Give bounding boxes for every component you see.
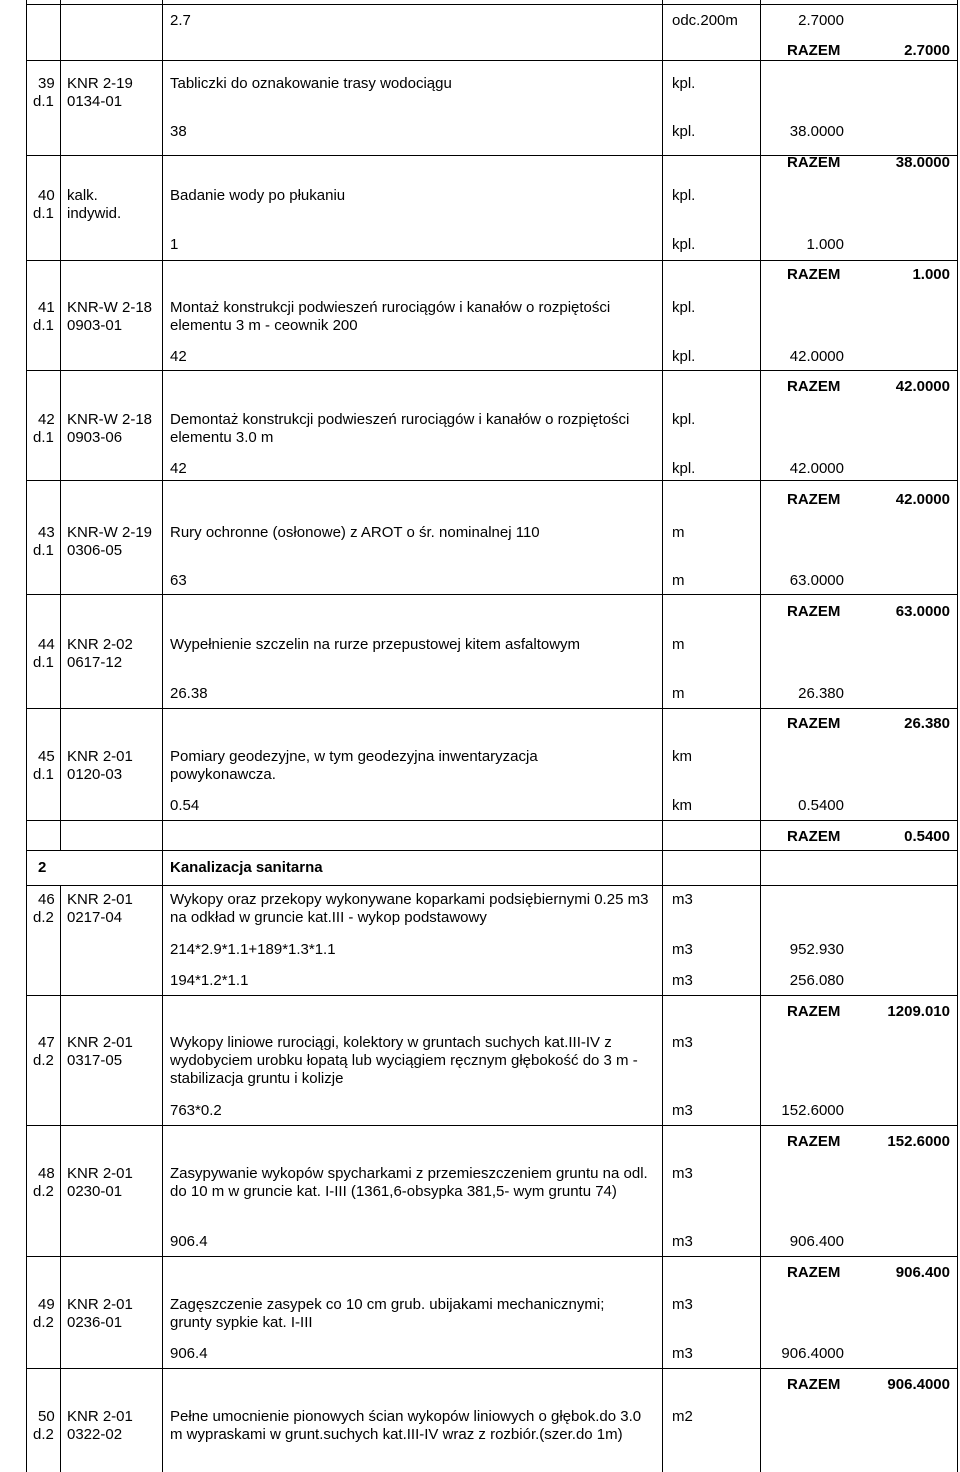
calc-unit: m3 [672,1102,693,1119]
entry-unit: m [672,524,685,541]
entry-description: Pomiary geodezyjne, w tym geodezyjna inwentaryzacja powykonawcza. [170,748,538,783]
frame-left [26,0,27,1472]
entry-code-sub: indywid. [67,205,122,222]
total-value: 0.5400 [904,828,950,845]
calc-expr: 26.38 [170,685,208,702]
entry-code: KNR-W 2-18 [67,299,153,316]
calc-unit: kpl. [672,348,696,365]
calc-expr: 906.4 [170,1233,208,1250]
entry-code: KNR 2-01 [67,748,133,765]
entry-section: d.2 [33,1052,54,1069]
calc-expr: 63 [170,572,187,589]
calc-unit: m [672,685,685,702]
calc-expr: 2.7 [170,12,191,29]
calc-unit: kpl. [672,460,696,477]
calc-unit: m3 [672,972,693,989]
entry-code-sub: 0903-06 [67,429,123,446]
total-label: RAZEM [787,154,841,171]
calc-value: 42.0000 [789,348,844,365]
entry-code-sub: 0217-04 [67,909,123,926]
entry-no: 50 [38,1408,55,1425]
entry-code-sub: 0236-01 [67,1314,123,1331]
entry-code: KNR 2-01 [67,1296,133,1313]
entry-no: 40 [38,187,55,204]
entry-unit: m [672,636,685,653]
entry-code: KNR-W 2-18 [67,411,153,428]
rule [26,260,958,261]
entry-unit: m3 [672,891,693,908]
col-sep-4 [760,0,761,1472]
col-sep-1 [60,0,61,850]
total-value: 1.000 [912,266,950,283]
total-label: RAZEM [787,42,841,59]
entry-no: 46 [38,891,55,908]
entry-no: 44 [38,636,55,653]
entry-section: d.1 [33,317,54,334]
frame-right [957,0,958,1472]
entry-section: d.2 [33,909,54,926]
calc-expr: 194*1.2*1.1 [170,972,249,989]
entry-description: Badanie wody po płukaniu [170,187,346,204]
entry-unit: m2 [672,1408,693,1425]
entry-section: d.2 [33,1314,54,1331]
entry-no: 48 [38,1165,55,1182]
entry-unit: kpl. [672,411,696,428]
entry-code-sub: 0617-12 [67,654,123,671]
entry-no: 43 [38,524,55,541]
entry-description: Tabliczki do oznakowanie trasy wodociągu [170,75,452,92]
total-label: RAZEM [787,266,841,283]
entry-description: Zasypywanie wykopów spycharkami z przemieszczeniem gruntu na odl. do 10 m w gruncie kat. I-III (1361,6-obsypka 381,5- wym gruntu 74) [170,1165,648,1200]
entry-section: d.1 [33,205,54,222]
col-sep-1b [60,885,61,1472]
rule [26,1125,958,1126]
entry-unit: m3 [672,1034,693,1051]
rule [26,1368,958,1369]
entry-no: 47 [38,1034,55,1051]
rule [26,1256,958,1257]
rule [26,480,958,481]
entry-code-sub: 0134-01 [67,93,123,110]
rule [26,708,958,709]
total-label: RAZEM [787,491,841,508]
entry-code: KNR 2-01 [67,1034,133,1051]
total-label: RAZEM [787,378,841,395]
total-value: 1209.010 [887,1003,950,1020]
section-number: 2 [38,859,47,876]
entry-unit: m3 [672,1165,693,1182]
total-label: RAZEM [787,1376,841,1393]
calc-value: 38.0000 [789,123,844,140]
calc-value: 63.0000 [789,572,844,589]
entry-unit: kpl. [672,75,696,92]
entry-no: 45 [38,748,55,765]
entry-code: KNR-W 2-19 [67,524,153,541]
entry-section: d.1 [33,654,54,671]
calc-unit: m [672,572,685,589]
total-value: 2.7000 [904,42,950,59]
entry-code: KNR 2-02 [67,636,133,653]
entry-description: Rury ochronne (osłonowe) z AROT o śr. nominalnej 110 [170,524,540,541]
total-label: RAZEM [787,715,841,732]
calc-value: 152.6000 [781,1102,844,1119]
calc-value: 2.7000 [798,12,844,29]
calc-expr: 42 [170,348,187,365]
entry-code: KNR 2-01 [67,1165,133,1182]
entry-code-sub: 0322-02 [67,1426,123,1443]
total-value: 906.400 [895,1264,950,1281]
rule [26,850,958,851]
calc-value: 0.5400 [798,797,844,814]
entry-unit: km [672,748,692,765]
entry-section: d.1 [33,429,54,446]
rule [26,60,958,61]
entry-description: Demontaż konstrukcji podwieszeń rurociągów i kanałów o rozpiętości elementu 3.0 m [170,411,630,446]
calc-expr: 214*2.9*1.1+189*1.3*1.1 [170,941,336,958]
total-value: 63.0000 [895,603,950,620]
calc-unit: odc.200m [672,12,738,29]
total-label: RAZEM [787,1133,841,1150]
total-label: RAZEM [787,603,841,620]
entry-unit: kpl. [672,187,696,204]
entry-section: d.1 [33,93,54,110]
entry-no: 39 [38,75,55,92]
entry-no: 41 [38,299,55,316]
total-value: 906.4000 [887,1376,950,1393]
frame-top [26,4,958,5]
entry-unit: kpl. [672,299,696,316]
total-value: 152.6000 [887,1133,950,1150]
entry-code: KNR 2-01 [67,891,133,908]
entry-description: Wykopy liniowe rurociągi, kolektory w gruntach suchych kat.III-IV z wydobyciem urobku łopatą lub wyciągiem ręcznym głębokość do 3 m - stabilizacja gruntu i kolizje [170,1034,638,1087]
calc-unit: kpl. [672,123,696,140]
rule [26,370,958,371]
entry-code: KNR 2-01 [67,1408,133,1425]
calc-value: 906.4000 [781,1345,844,1362]
rule [26,885,958,886]
col-sep-2 [162,0,163,1472]
total-value: 42.0000 [895,491,950,508]
calc-expr: 38 [170,123,187,140]
calc-value: 1.000 [806,236,844,253]
entry-unit: m3 [672,1296,693,1313]
entry-section: d.2 [33,1183,54,1200]
calc-expr: 906.4 [170,1345,208,1362]
calc-unit: km [672,797,692,814]
calc-value: 26.380 [798,685,844,702]
calc-value: 42.0000 [789,460,844,477]
total-value: 38.0000 [895,154,950,171]
section-title: Kanalizacja sanitarna [170,859,323,876]
calc-expr: 763*0.2 [170,1102,222,1119]
col-sep-3 [662,0,663,1472]
entry-section: d.1 [33,542,54,559]
rule [26,594,958,595]
entry-code-sub: 0903-01 [67,317,123,334]
calc-value: 256.080 [789,972,844,989]
total-value: 42.0000 [895,378,950,395]
rule [26,995,958,996]
total-label: RAZEM [787,1264,841,1281]
calc-unit: kpl. [672,236,696,253]
calc-unit: m3 [672,1233,693,1250]
total-value: 26.380 [904,715,950,732]
entry-code-sub: 0230-01 [67,1183,123,1200]
total-label: RAZEM [787,1003,841,1020]
entry-section: d.1 [33,766,54,783]
total-label: RAZEM [787,828,841,845]
calc-value: 906.400 [789,1233,844,1250]
entry-description: Wypełnienie szczelin na rurze przepustowej kitem asfaltowym [170,636,581,653]
entry-code-sub: 0306-05 [67,542,123,559]
rule [26,820,958,821]
entry-description: Montaż konstrukcji podwieszeń rurociągów i kanałów o rozpiętości elementu 3 m - ceownik 200 [170,299,611,334]
entry-description: Zagęszczenie zasypek co 10 cm grub. ubijakami mechanicznymi; grunty sypkie kat. I-III [170,1296,605,1331]
entry-no: 42 [38,411,55,428]
entry-description: Pełne umocnienie pionowych ścian wykopów liniowych o głębok.do 3.0 m wypraskami w grunt.suchych kat.III-IV wraz z rozbiór.(szer.do 1m) [170,1408,642,1443]
calc-expr: 1 [170,236,179,253]
entry-no: 49 [38,1296,55,1313]
entry-code: kalk. [67,187,98,204]
entry-description: Wykopy oraz przekopy wykonywane koparkami podsiębiernymi 0.25 m3 na odkład w gruncie kat.III - wykop podstawowy [170,891,649,926]
calc-unit: m3 [672,941,693,958]
calc-unit: m3 [672,1345,693,1362]
entry-code: KNR 2-19 [67,75,133,92]
calc-value: 952.930 [789,941,844,958]
entry-code-sub: 0120-03 [67,766,123,783]
calc-expr: 42 [170,460,187,477]
calc-expr: 0.54 [170,797,200,814]
entry-code-sub: 0317-05 [67,1052,123,1069]
entry-section: d.2 [33,1426,54,1443]
